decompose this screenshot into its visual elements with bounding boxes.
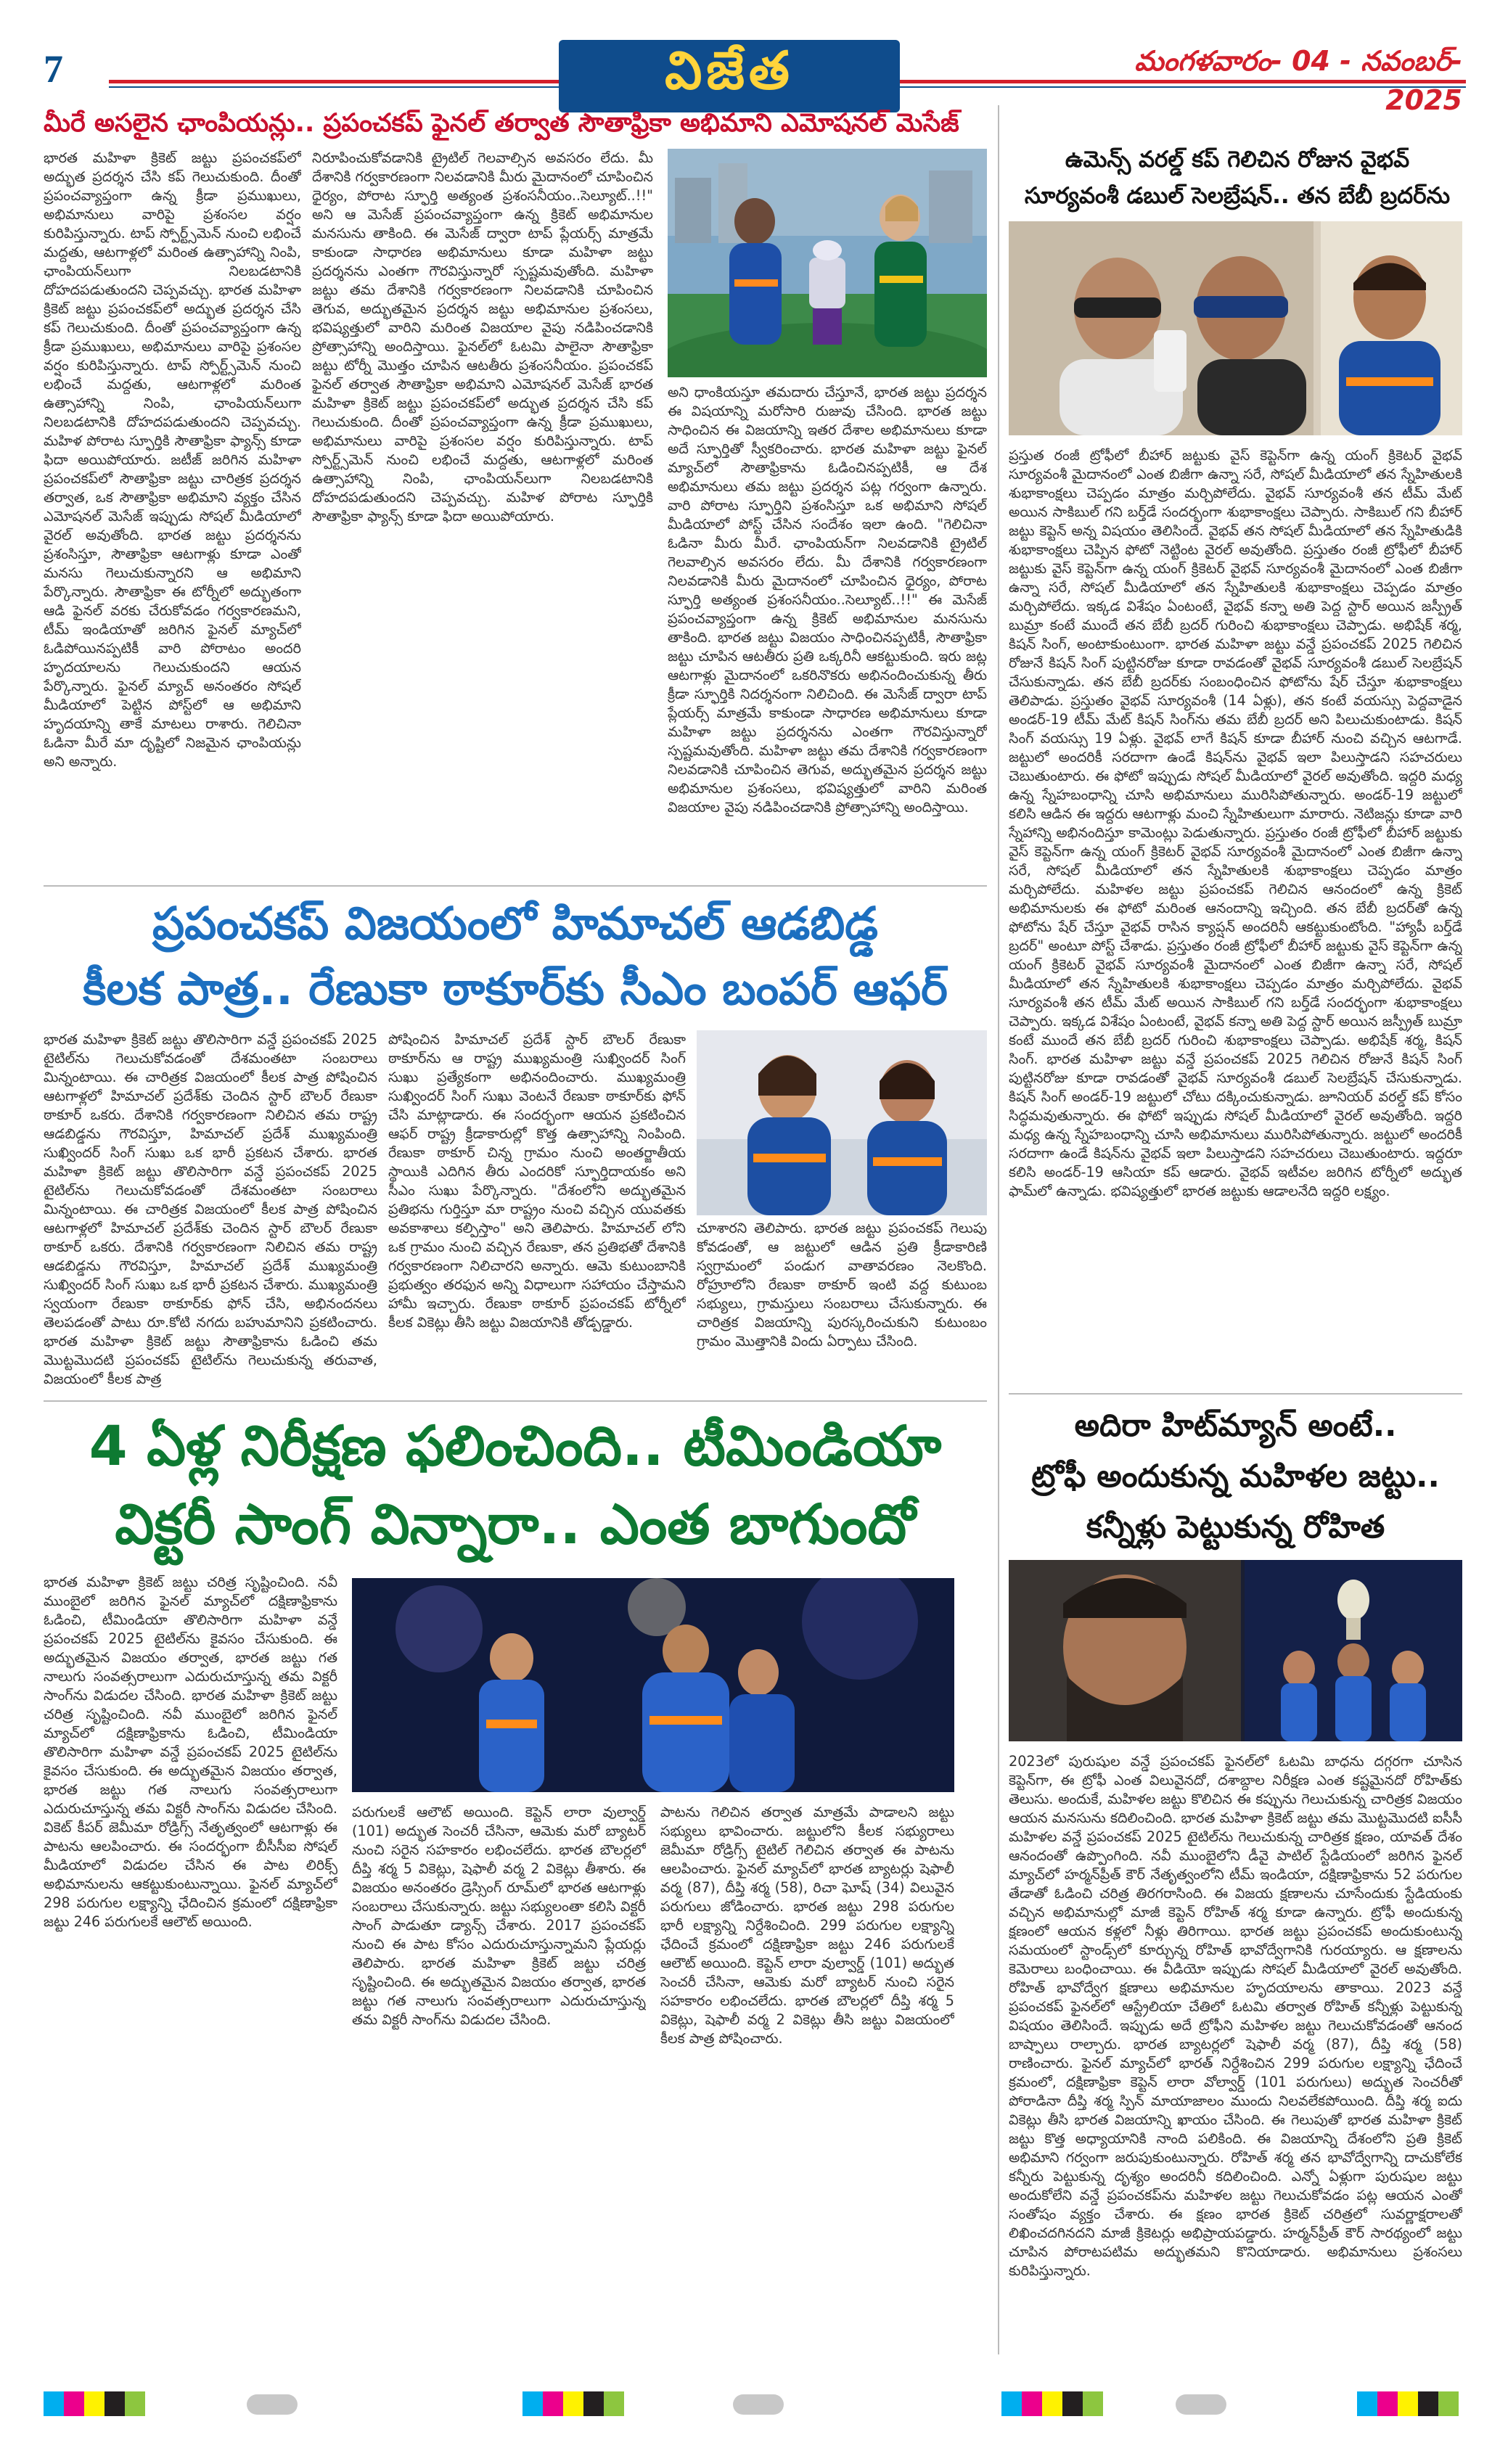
story1-text-3: అని ధాంకియస్తూ తమదారు చేస్తూనే, భారత జట్టు ప్రదర్శన ఈ విషయాన్ని మరోసారి రుజువు చేసింది. భారత జట్టు సాధించిన ఈ విజయాన్ని ఇతర దేశాల అభిమానులు కూడా అదే స్ఫూర్తితో స్వీకరించారు. భారత మహిళా జట్టు ఫైనల్ మ్యాచ్‌లో సౌతాఫ్రికాను ఓడించినప్పటికీ, ఆ దేశ అభిమానులు తమ జట్టు ప్రదర్శన పట్ల గర్వంగా ఉన్నారు. వారి పోరాట స్ఫూర్తిని ప్రశంసిస్తూ ఒక అభిమాని సోషల్ మీడియాలో పోస్ట్ చేసిన సందేశం ఇలా ఉంది. "గెలిచినా ఓడినా మీరు మీరే. ఛాంపియన్‌గా నిలవడానికి ట్రైటిల్ గెలవాల్సిన అవసరం లేదు. మీ దేశానికి గర్వకారణంగా నిలవడానికి మీరు మైదానంలో చూపించిన ధైర్యం, పోరాట స్ఫూర్తి అత్యంత ప్రశంసనీయం..సెల్యూట్..!!" ఈ మెసేజ్ ప్రపంచవ్యాప్తంగా ఉన్న క్రికెట్ అభిమానుల మనసును తాకింది. భారత జట్టు విజయం సాధించినప్పటికీ, సౌతాఫ్రికా జట్టు చూపిన ఆటతీరు ప్రతి ఒక్కరినీ ఆకట్టుకుంది. ఇరు జట్ల ఆటగాళ్లు మైదానంలో ఒకరినొకరు అభినందించుకున్న తీరు క్రీడా స్ఫూర్తికి నిదర్శనంగా నిలిచింది. ఈ మెసేజ్ ద్వారా టాప్ ప్లేయర్స్ మాత్రమే కాకుండా సాధారణ అభిమానులు కూడా మహిళా జట్టు ప్రదర్శనను ఎంతగా గౌరవిస్తున్నారో స్పష్టమవుతోంది. మహిళా జట్టు తమ దేశానికి గర్వకారణంగా నిలవడానికి చూపించిన తెగువ, అద్భుతమైన ప్రదర్శన జట్టు అభిమానుల ప్రశంసలు, భవిష్యత్తులో వారిని మరింత విజయాల వైపు నడిపించడానికి ప్రోత్సాహాన్ని అందిస్తాయి. xyxy=(668,384,987,816)
story4-headline-line2: సూర్యవంశీ డబుల్ సెలబ్రేషన్.. తన బేబీ బ్రదర్‌ను xyxy=(1024,183,1451,209)
registration-bar-4 xyxy=(1357,2391,1459,2416)
story5-top-rule xyxy=(1009,1393,1462,1395)
story2-headline-line2: కీలక పాత్ర.. రేణుకా ఠాకూర్‌కు సీఎం బంపర్ ఆఫర్ xyxy=(83,962,948,1015)
story1-headline: మీరే అసలైన ఛాంపియన్లు.. ప్రపంచకప్ ఫైనల్ తర్వాత సౌతాఫ్రికా అభిమాని ఎమోషనల్ మెసేజ్ xyxy=(44,109,959,138)
story2-top-rule xyxy=(44,885,987,887)
story2-headline-line1: ప్రపంచకప్ విజయంలో హిమాచల్ ఆడబిడ్డ xyxy=(152,897,879,950)
masthead-logo xyxy=(559,40,900,112)
story3-text-1: భారత మహిళా క్రికెట్ జట్టు చరిత్ర సృష్టించింది. నవీ ముంబైలో జరిగిన ఫైనల్ మ్యాచ్‌లో దక్షిణాఫ్రికాను ఓడించి, టీమిండియా తొలిసారిగా మహిళా వన్డే ప్రపంచకప్ 2025 టైటిల్‌ను కైవసం చేసుకుంది. ఈ అద్భుతమైన విజయం తర్వాత, భారత జట్టు గత నాలుగు సంవత్సరాలుగా ఎదురుచూస్తున్న తమ విక్టరీ సాంగ్‌ను విడుదల చేసింది. భారత మహిళా క్రికెట్ జట్టు చరిత్ర సృష్టించింది. నవీ ముంబైలో జరిగిన ఫైనల్ మ్యాచ్‌లో దక్షిణాఫ్రికాను ఓడించి, టీమిండియా తొలిసారిగా మహిళా వన్డే ప్రపంచకప్ 2025 టైటిల్‌ను కైవసం చేసుకుంది. ఈ అద్భుతమైన విజయం తర్వాత, భారత జట్టు గత నాలుగు సంవత్సరాలుగా ఎదురుచూస్తున్న తమ విక్టరీ సాంగ్‌ను విడుదల చేసింది. వికెట్ కీపర్ జెమీమా రోడ్రిగ్స్ నేతృత్వంలో ఆటగాళ్లు ఈ పాటను ఆలపించారు. ఈ సందర్భంగా బీసీసీఐ సోషల్ మీడియాలో విడుదల చేసిన ఈ పాట లిరిక్స్ అభిమానులను ఆకట్టుకుంటున్నాయి. ఫైనల్ మ్యాచ్‌లో 298 పరుగుల లక్ష్యాన్ని ఛేదించిన క్రమంలో దక్షిణాఫ్రికా జట్టు 246 పరుగులకే ఆలౌట్ అయింది. xyxy=(44,1574,337,1930)
story1-text-1: భారత మహిళా క్రికెట్ జట్టు ప్రపంచకప్‌లో అద్భుత ప్రదర్శన చేసి కప్ గెలుచుకుంది. దీంతో ప్రపంచవ్యాప్తంగా ఉన్న క్రీడా ప్రముఖులు, అభిమానులు వారిపై ప్రశంసల వర్షం కురిపిస్తున్నారు. టాప్ స్పోర్ట్స్‌మెన్ నుంచి లభించే మద్దతు, ఆటగాళ్లలో మరింత ఉత్సాహాన్ని నింపి, ఛాంపియన్‌లుగా నిలబడటానికి దోహదపడుతుందని చెప్పవచ్చు. భారత మహిళా క్రికెట్ జట్టు ప్రపంచకప్‌లో అద్భుత ప్రదర్శన చేసి కప్ గెలుచుకుంది. దీంతో ప్రపంచవ్యాప్తంగా ఉన్న క్రీడా ప్రముఖులు, అభిమానులు వారిపై ప్రశంసల వర్షం కురిపిస్తున్నారు. టాప్ స్పోర్ట్స్‌మెన్ నుంచి లభించే మద్దతు, ఆటగాళ్లలో మరింత ఉత్సాహాన్ని నింపి, ఛాంపియన్‌లుగా నిలబడటానికి దోహదపడుతుందని చెప్పవచ్చు. మహిళ పోరాట స్ఫూర్తికి సౌతాఫ్రికా ఫ్యాన్స్ కూడా ఫిదా అయిపోయారు. జటీజ్ జరిగిన మహిళా ప్రపంచకప్‌లో సౌతాఫ్రికా జట్టు చారిత్రక ప్రదర్శన తర్వాత, ఒక సౌతాఫ్రికా అభిమాని వ్యక్తం చేసిన ఎమోషనల్ మెసేజ్ ఇప్పుడు సోషల్ మీడియాలో వైరల్ అవుతోంది. భారత జట్టు ప్రదర్శనను ప్రశంసిస్తూ, సౌతాఫ్రికా ఆటగాళ్లు కూడా ఎంతో మనసు గెలుచుకున్నారని ఆ అభిమాని పేర్కొన్నారు. సౌతాఫ్రికా ఈ టోర్నీలో అద్భుతంగా ఆడి ఫైనల్ వరకు చేరుకోవడం గర్వకారణమని, టీమ్ ఇండియాతో జరిగిన ఫైనల్ మ్యాచ్‌లో ఓడిపోయినప్పటికీ వారి పోరాటం అందరి హృదయాలను గెలుచుకుందని ఆయన పేర్కొన్నారు. ఫైనల్ మ్యాచ్ అనంతరం సోషల్ మీడియాలో పెట్టిన పోస్ట్‌లో ఆ అభిమాని హృదయాన్ని తాకే మాటలు రాశారు. గెలిచినా ఓడినా మీరే మా దృష్టిలో నిజమైన ఛాంపియన్లు అని అన్నారు. xyxy=(44,149,301,770)
story4-headline-line1: ఉమెన్స్ వరల్డ్ కప్ గెలిచిన రోజున వైభవ్ xyxy=(1065,147,1410,173)
trophy-captains-photo xyxy=(668,149,987,377)
story3-headline-line2: విక్టరీ సాంగ్ విన్నారా.. ఎంత బాగుందో xyxy=(115,1492,916,1556)
issue-date: మంగళవారం- 04 - నవంబర్- 2025 xyxy=(1134,45,1462,116)
registration-oval-2 xyxy=(733,2394,784,2415)
page-number: 7 xyxy=(44,47,63,91)
story2-column-3 xyxy=(697,1219,987,1387)
story1-column-3 xyxy=(668,383,987,874)
story3-top-rule xyxy=(44,1400,987,1402)
story2-text-2: పోషించిన హిమాచల్ ప్రదేశ్ స్టార్ బౌలర్ రేణుకా ఠాకూర్‌ను ఆ రాష్ట్ర ముఖ్యమంత్రి సుఖ్విందర్ సింగ్ సుఖు ప్రత్యేకంగా అభినందించారు. ముఖ్యమంత్రి సుఖ్విందర్ సింగ్ సుఖు వెంటనే రేణుకా ఠాకూర్‌కు ఫోన్ చేసి మాట్లాడారు. ఈ సందర్భంగా ఆయన ప్రకటించిన ఆఫర్ రాష్ట్ర క్రీడాకారుల్లో కొత్త ఉత్సాహాన్ని నింపింది. రేణుకా ఠాకూర్ చిన్న గ్రామం నుంచి అంతర్జాతీయ స్థాయికి ఎదిగిన తీరు ఎందరికో స్ఫూర్తిదాయకం అని సీఎం సుఖు పేర్కొన్నారు. "దేశంలోని అద్భుతమైన ప్రతిభను గుర్తిస్తూ మా రాష్ట్రం నుంచి వచ్చిన యువతకు అవకాశాలు కల్పిస్తాం" అని తెలిపారు. హిమాచల్ లోని ఒక గ్రామం నుంచి వచ్చిన రేణుకా, తన ప్రతిభతో దేశానికి గర్వకారణంగా నిలిచారని అన్నారు. ఆమె కుటుంబానికి ప్రభుత్వం తరఫున అన్ని విధాలుగా సహాయం చేస్తామని హామీ ఇచ్చారు. రేణుకా ఠాకూర్ ప్రపంచకప్ టోర్నీలో కీలక వికెట్లు తీసి జట్టు విజయానికి తోడ్పడ్డారు. xyxy=(388,1031,686,1331)
story3-text-2: పరుగులకే ఆలౌట్ అయింది. కెప్టెన్ లారా వుల్వార్డ్ (101) అద్భుత సెంచరీ చేసినా, ఆమెకు మరో బ్యాటర్ నుంచి సరైన సహకారం లభించలేదు. భారత బౌలర్లలో దీప్తి శర్మ 5 వికెట్లు, షెఫాలీ వర్మ 2 వికెట్లు తీశారు. ఈ విజయం అనంతరం డ్రెస్సింగ్ రూమ్‌లో భారత ఆటగాళ్లు సంబరాలు చేసుకున్నారు. జట్టు సభ్యులంతా కలిసి విక్టరీ సాంగ్ పాడుతూ డ్యాన్స్ చేశారు. 2017 ప్రపంచకప్ నుంచి ఈ పాట కోసం ఎదురుచూస్తున్నామని ప్లేయర్లు తెలిపారు. భారత మహిళా క్రికెట్ జట్టు చరిత్ర సృష్టించింది. ఈ అద్భుతమైన విజయం తర్వాత, భారత జట్టు గత నాలుగు సంవత్సరాలుగా ఎదురుచూస్తున్న తమ విక్టరీ సాంగ్‌ను విడుదల చేసింది. xyxy=(352,1804,646,2028)
story3-column-1 xyxy=(44,1573,337,2351)
story3-column-2 xyxy=(352,1803,646,2351)
story5-headline-line3: కన్నీళ్లు పెట్టుకున్న రోహిత xyxy=(1086,1509,1385,1545)
story5-headline-line2: ట్రోఫీ అందుకున్న మహిళల జట్టు.. xyxy=(1031,1458,1440,1495)
story5-headline-line1: అదిరా హిట్‌మ్యాన్ అంటే.. xyxy=(1074,1408,1397,1444)
registration-bar-3 xyxy=(1001,2391,1103,2416)
renuka-thakur-photo xyxy=(697,1030,987,1215)
story3-headline-line1: 4 ఏళ్ల నిరీక్షణ ఫలించింది.. టీమిండియా xyxy=(89,1413,942,1478)
story1-column-2 xyxy=(312,149,653,874)
story5-text: 2023లో పురుషుల వన్డే ప్రపంచకప్ ఫైనల్‌లో ఓటమి బాధను దగ్గరగా చూసిన కెప్టెన్‌గా, ఈ ట్రోఫీ ఎంత విలువైనదో, దశాబ్దాల నిరీక్షణ ఎంత కష్టమైనదో రోహిత్‌కు తెలుసు. అందుకే, మహిళల జట్టు కొలిచిన ఈ కప్పును గెలుచుకున్న చారిత్రక విజయం ఆయన మనసును కదిలించింది. భారత మహిళా క్రికెట్ జట్టు తమ మొట్టమొదటి ఐసీసీ మహిళల వన్డే ప్రపంచకప్ 2025 టైటిల్‌ను గెలుచుకున్న చారిత్రక క్షణం, యావత్ దేశం ఆనందంతో ఉప్పొంగింది. నవీ ముంబైలోని డీవై పాటిల్ స్టేడియంలో జరిగిన ఫైనల్ మ్యాచ్‌లో హర్మన్‌ప్రీత్ కౌర్ నేతృత్వంలోని టీమ్ ఇండియా, దక్షిణాఫ్రికాను 52 పరుగుల తేడాతో ఓడించి చరిత్ర తిరగరాసింది. ఈ విజయ క్షణాలను చూసేందుకు స్టేడియంకు వచ్చిన అభిమానుల్లో మాజీ కెప్టెన్ రోహిత్ శర్మ కూడా ఉన్నారు. ట్రోఫీ అందుకున్న క్షణంలో ఆయన కళ్లలో నీళ్లు తిరిగాయి. భారత జట్టు ప్రపంచకప్ అందుకుంటున్న సమయంలో స్టాండ్స్‌లో కూర్చున్న రోహిత్ భావోద్వేగానికి గురయ్యారు. ఆ క్షణాలను కెమెరాలు బంధించాయి. ఈ వీడియో ఇప్పుడు సోషల్ మీడియాలో వైరల్ అవుతోంది. రోహిత్ భావోద్వేగ క్షణాలు అభిమానుల హృదయాలను తాకాయి. 2023 వన్డే ప్రపంచకప్ ఫైనల్‌లో ఆస్ట్రేలియా చేతిలో ఓటమి తర్వాత రోహిత్ కన్నీళ్లు పెట్టుకున్న విషయం తెలిసిందే. ఇప్పుడు అదే ట్రోఫీని మహిళల జట్టు గెలుచుకోవడంతో ఆనంద బాష్పాలు రాల్చారు. భారత బ్యాటర్లలో షెఫాలీ వర్మ (87), దీప్తి శర్మ (58) రాణించారు. ఫైనల్ మ్యాచ్‌లో భారత్ నిర్దేశించిన 299 పరుగుల లక్ష్యాన్ని ఛేదించే క్రమంలో, దక్షిణాఫ్రికా కెప్టెన్ లారా వోల్వార్డ్ (101 పరుగులు) అద్భుత సెంచరీతో పోరాడినా దీప్తి శర్మ స్పిన్ మాయాజాలం ముందు నిలవలేకపోయింది. దీప్తి శర్మ ఐదు వికెట్లు తీసి భారత విజయాన్ని ఖాయం చేసింది. ఈ గెలుపుతో భారత మహిళా క్రికెట్ జట్టు కొత్త అధ్యాయానికి నాంది పలికింది. ఈ విజయాన్ని దేశంలోని ప్రతి క్రికెట్ అభిమాని గర్వంగా జరుపుకుంటున్నారు. రోహిత్ శర్మ తన భావోద్వేగాన్ని దాచుకోలేక కన్నీరు పెట్టుకున్న దృశ్యం అందరినీ కదిలించింది. ఎన్నో ఏళ్లుగా పురుషుల జట్టు అందుకోలేని వన్డే ప్రపంచకప్‌ను మహిళల జట్టు గెలుచుకోవడం పట్ల ఆయన ఎంతో సంతోషం వ్యక్తం చేశారు. ఈ క్షణం భారత క్రికెట్ చరిత్రలో సువర్ణాక్షరాలతో లిఖించదగినదని మాజీ క్రికెటర్లు అభిప్రాయపడ్డారు. హర్మన్‌ప్రీత్ కౌర్ సారథ్యంలో జట్టు చూపిన పోరాటపటిమ అద్భుతమని కొనియాడారు. అభిమానులు ప్రశంసలు కురిపిస్తున్నారు. xyxy=(1009,1753,1462,2279)
masthead-title: విజేత xyxy=(665,38,794,101)
column-divider xyxy=(998,105,999,2354)
registration-bar-1 xyxy=(44,2391,145,2416)
registration-bar-2 xyxy=(522,2391,624,2416)
story4-text: ప్రస్తుత రంజీ ట్రోఫీలో బీహార్ జట్టుకు వైస్ కెప్టెన్‌గా ఉన్న యంగ్ క్రికెటర్ వైభవ్ సూర్యవంశీ మైదానంలో ఎంత బిజీగా ఉన్నా సరే, సోషల్ మీడియాలో తన స్నేహితులకి శుభాకాంక్షలు చెప్పడం మాత్రం మర్చిపోలేదు. వైభవ్ సూర్యవంశీ తన టీమ్ మేట్ అయిన సాకిబుల్ గని బర్త్‌డే సందర్భంగా శుభాకాంక్షలు చెప్పారు. సాకిబుల్ గని బీహార్ జట్టు కెప్టెన్ అన్న విషయం తెలిసిందే. వైభవ్ తన సోషల్ మీడియాలో తన స్నేహితుడికి శుభాకాంక్షలు చెప్పిన ఫోటో నెట్టింట వైరల్ అవుతోంది. ప్రస్తుతం రంజీ ట్రోఫీలో బీహార్ జట్టుకు వైస్ కెప్టెన్‌గా ఉన్న యంగ్ క్రికెటర్ వైభవ్ సూర్యవంశీ మైదానంలో ఎంత బిజీగా ఉన్నా సరే, సోషల్ మీడియాలో తన స్నేహితులకి శుభాకాంక్షలు చెప్పడం మాత్రం మర్చిపోలేదు. ఇక్కడ విశేషం ఏంటంటే, వైభవ్ కన్నా అతి పెద్ద స్టార్ అయిన జస్ప్రీత్ బుమ్రా కంటే ముందే తన బేబీ బ్రదర్ గురించి శుభాకాంక్షలు చెప్పాడు. అభిషేక్ శర్మ, కిషన్ సింగ్, అంటాకుంటుంగా. భారత మహిళా జట్టు వన్డే ప్రపంచకప్ 2025 గెలిచిన రోజునే కిషన్ సింగ్ పుట్టినరోజు కూడా రావడంతో వైభవ్ సూర్యవంశీ డబుల్ సెలబ్రేషన్ చేసుకున్నాడు. తన బేబీ బ్రదర్‌కు సంబంధించిన ఫోటోను షేర్ చేస్తూ శుభాకాంక్షలు తెలిపాడు. ప్రస్తుతం వైభవ్ సూర్యవంశీ (14 ఏళ్లు), తన కంటే వయస్సు పెద్దవాడైన అండర్-19 టీమ్ మేట్ కిషన్ సింగ్‌ను తమ బేబీ బ్రదర్ అని పిలుచుకుంటాడు. కిషన్ సింగ్ వయస్సు 19 ఏళ్లు. వైభవ్ లాగే కిషన్ కూడా బీహార్ నుంచి వచ్చిన ఆటగాడే. జట్టులో అందరికీ సరదాగా ఉండే కిషన్‌ను వైభవ్ ఇలా పిలుస్తాడని సహచరులు చెబుతుంటారు. ఈ ఫోటో ఇప్పుడు సోషల్ మీడియాలో వైరల్ అవుతోంది. ఇద్దరి మధ్య ఉన్న స్నేహబంధాన్ని చూసి అభిమానులు మురిసిపోతున్నారు. అండర్-19 జట్టులో కలిసి ఆడిన ఈ ఇద్దరు ఆటగాళ్లు మంచి స్నేహితులుగా మారారు. నెటిజన్లు కూడా వారి స్నేహాన్ని అభినందిస్తూ కామెంట్లు పెడుతున్నారు. ప్రస్తుతం రంజీ ట్రోఫీలో బీహార్ జట్టుకు వైస్ కెప్టెన్‌గా ఉన్న యంగ్ క్రికెటర్ వైభవ్ సూర్యవంశీ మైదానంలో ఎంత బిజీగా ఉన్నా సరే, సోషల్ మీడియాలో తన స్నేహితులకి శుభాకాంక్షలు చెప్పడం మాత్రం మర్చిపోలేదు. మహిళల జట్టు ప్రపంచకప్ గెలిచిన ఆనందంలో ఉన్న క్రికెట్ అభిమానులకు ఈ ఫోటో మరింత ఆనందాన్ని ఇచ్చింది. తన బేబీ బ్రదర్‌తో ఉన్న ఫోటోను షేర్ చేస్తూ వైభవ్ రాసిన క్యాప్షన్ అందరినీ ఆకట్టుకుంటోంది. "హ్యాపీ బర్త్‌డే బ్రదర్" అంటూ పోస్ట్ చేశాడు. ప్రస్తుతం రంజీ ట్రోఫీలో బీహార్ జట్టుకు వైస్ కెప్టెన్‌గా ఉన్న యంగ్ క్రికెటర్ వైభవ్ సూర్యవంశీ మైదానంలో ఎంత బిజీగా ఉన్నా సరే, సోషల్ మీడియాలో తన స్నేహితులకి శుభాకాంక్షలు చెప్పడం మాత్రం మర్చిపోలేదు. వైభవ్ సూర్యవంశీ తన టీమ్ మేట్ అయిన సాకిబుల్ గని బర్త్‌డే సందర్భంగా శుభాకాంక్షలు చెప్పారు. ఇక్కడ విశేషం ఏంటంటే, వైభవ్ కన్నా అతి పెద్ద స్టార్ అయిన జస్ప్రీత్ బుమ్రా కంటే ముందే తన బేబీ బ్రదర్ గురించి శుభాకాంక్షలు చెప్పాడు. అభిషేక్ శర్మ, కిషన్ సింగ్. భారత మహిళా జట్టు వన్డే ప్రపంచకప్ 2025 గెలిచిన రోజునే కిషన్ సింగ్ పుట్టినరోజు కూడా రావడంతో వైభవ్ సూర్యవంశీ డబుల్ సెలబ్రేషన్ చేసుకున్నాడు. కిషన్ సింగ్ అండర్-19 జట్టులో చోటు దక్కించుకున్నాడు. జూనియర్ వరల్డ్ కప్ కోసం సిద్ధమవుతున్నారు. ఈ ఫోటో ఇప్పుడు సోషల్ మీడియాలో వైరల్ అవుతోంది. ఇద్దరి మధ్య ఉన్న స్నేహబంధాన్ని చూసి అభిమానులు మురిసిపోతున్నారు. జట్టులో అందరికీ సరదాగా ఉండే కిషన్‌ను వైభవ్ ఇలా పిలుస్తాడని సహచరులు చెబుతుంటారు. ఇద్దరూ కలిసి అండర్-19 ఆసియా కప్ ఆడారు. వైభవ్ ఇటీవల జరిగిన టోర్నీలో అద్భుత ఫామ్‌లో ఉన్నాడు. భవిష్యత్తులో భారత జట్టుకు ఆడాలనేది ఇద్దరి లక్ష్యం. xyxy=(1009,447,1462,1199)
registration-oval-3 xyxy=(1176,2394,1226,2415)
vaibhav-brother-photo xyxy=(1009,221,1462,435)
story3-text-3: పాటను గెలిచిన తర్వాత మాత్రమే పాడాలని జట్టు సభ్యులు భావించారు. జట్టులోని కీలక సభ్యురాలు జెమీమా రోడ్రిగ్స్ టైటిల్ గెలిచిన తర్వాత ఈ పాటను ఆలపించారు. ఫైనల్ మ్యాచ్‌లో భారత బ్యాటర్లు షెఫాలీ వర్మ (87), దీప్తి శర్మ (58), రిచా ఘోష్ (34) విలువైన పరుగులు జోడించారు. భారత జట్టు 298 పరుగుల భారీ లక్ష్యాన్ని నిర్దేశించింది. 299 పరుగుల లక్ష్యాన్ని ఛేదించే క్రమంలో దక్షిణాఫ్రికా జట్టు 246 పరుగులకే ఆలౌట్ అయింది. కెప్టెన్ లారా వుల్వార్డ్ (101) అద్భుత సెంచరీ చేసినా, ఆమెకు మరో బ్యాటర్ నుంచి సరైన సహకారం లభించలేదు. భారత బౌలర్లలో దీప్తి శర్మ 5 వికెట్లు, షెఫాలీ వర్మ 2 వికెట్లు తీసి జట్టు విజయంలో కీలక పాత్ర పోషించారు. xyxy=(660,1804,954,2047)
story3-column-3 xyxy=(660,1803,954,2351)
story2-column-2 xyxy=(388,1030,686,1387)
story5-body xyxy=(1009,1752,1462,2351)
team-celebration-photo xyxy=(352,1578,954,1792)
story2-text-1: భారత మహిళా క్రికెట్ జట్టు తొలిసారిగా వన్డే ప్రపంచకప్ 2025 టైటిల్‌ను గెలుచుకోవడంతో దేశమంతటా సంబరాలు మిన్నంటాయి. ఈ చారిత్రక విజయంలో కీలక పాత్ర పోషించిన ఆటగాళ్లలో హిమాచల్ ప్రదేశ్‌కు చెందిన స్టార్ బౌలర్ రేణుకా ఠాకూర్ ఒకరు. దేశానికి గర్వకారణంగా నిలిచిన తమ రాష్ట్ర ఆడబిడ్డను గౌరవిస్తూ, హిమాచల్ ప్రదేశ్ ముఖ్యమంత్రి సుఖ్విందర్ సింగ్ సుఖు ఒక భారీ ప్రకటన చేశారు. భారత మహిళా క్రికెట్ జట్టు తొలిసారిగా వన్డే ప్రపంచకప్ 2025 టైటిల్‌ను గెలుచుకోవడంతో దేశమంతటా సంబరాలు మిన్నంటాయి. ఈ చారిత్రక విజయంలో కీలక పాత్ర పోషించిన ఆటగాళ్లలో హిమాచల్ ప్రదేశ్‌కు చెందిన స్టార్ బౌలర్ రేణుకా ఠాకూర్ ఒకరు. దేశానికి గర్వకారణంగా నిలిచిన తమ రాష్ట్ర ఆడబిడ్డను గౌరవిస్తూ, హిమాచల్ ప్రదేశ్ ముఖ్యమంత్రి సుఖ్విందర్ సింగ్ సుఖు ఒక భారీ ప్రకటన చేశారు. ముఖ్యమంత్రి స్వయంగా రేణుకా ఠాకూర్‌కు ఫోన్ చేసి, అభినందనలు తెలపడంతో పాటు రూ.కోటి నగదు బహుమానిని ప్రకటించారు. భారత మహిళా క్రికెట్ జట్టు సౌతాఫ్రికాను ఓడించి తమ మొట్టమొదటి ప్రపంచకప్ టైటిల్‌ను గెలుచుకున్న తరువాత, విజయంలో కీలక పాత్ర xyxy=(44,1031,377,1387)
rohit-trophy-photo xyxy=(1009,1560,1462,1741)
story4-body xyxy=(1009,446,1462,1382)
story1-text-2: నిరూపించుకోవడానికి ట్రైటిల్ గెలవాల్సిన అవసరం లేదు. మీ దేశానికి గర్వకారణంగా నిలవడానికి మీరు మైదానంలో చూపించిన ధైర్యం, పోరాట స్ఫూర్తి అత్యంత ప్రశంసనీయం..సెల్యూట్..!!" అని ఆ మెసేజ్ ప్రపంచవ్యాప్తంగా ఉన్న క్రికెట్ అభిమానుల మనసును తాకింది. ఈ మెసేజ్ ద్వారా టాప్ ప్లేయర్స్ మాత్రమే కాకుండా సాధారణ అభిమానులు కూడా మహిళా జట్టు ప్రదర్శనను ఎంతగా గౌరవిస్తున్నారో స్పష్టమవుతోంది. మహిళా జట్టు తమ దేశానికి గర్వకారణంగా నిలవడానికి చూపించిన తెగువ, అద్భుతమైన ప్రదర్శన జట్టు అభిమానుల ప్రశంసలు, భవిష్యత్తులో వారిని మరింత విజయాల వైపు నడిపించడానికి ప్రోత్సాహాన్ని అందిస్తాయి. ఫైనల్‌లో ఓటమి పాలైనా సౌతాఫ్రికా జట్టు టోర్నీ మొత్తం చూపిన ఆటతీరు ప్రశంసనీయం. ప్రపంచకప్ ఫైనల్ తర్వాత సౌతాఫ్రికా అభిమాని ఎమోషనల్ మెసేజ్ భారత మహిళా క్రికెట్ జట్టు ప్రపంచకప్‌లో అద్భుత ప్రదర్శన చేసి కప్ గెలుచుకుంది. దీంతో ప్రపంచవ్యాప్తంగా ఉన్న క్రీడా ప్రముఖులు, అభిమానులు వారిపై ప్రశంసల వర్షం కురిపిస్తున్నారు. టాప్ స్పోర్ట్స్‌మెన్ నుంచి లభించే మద్దతు, ఆటగాళ్లలో మరింత ఉత్సాహాన్ని నింపి, ఛాంపియన్‌లుగా నిలబడటానికి దోహదపడుతుందని చెప్పవచ్చు. మహిళ పోరాట స్ఫూర్తికి సౌతాఫ్రికా ఫ్యాన్స్ కూడా ఫిదా అయిపోయారు. xyxy=(312,149,653,525)
story2-text-3: చూశారని తెలిపారు. భారత జట్టు ప్రపంచకప్ గెలుపు కోవడంతో, ఆ జట్టులో ఆడిన ప్రతి క్రీడాకారిణి స్వగ్రామంలో పండుగ వాతావరణం నెలకొంది. రోహ్రూలోని రేణుకా ఠాకూర్ ఇంటి వద్ద కుటుంబ సభ్యులు, గ్రామస్తులు సంబరాలు చేసుకున్నారు. ఈ చారిత్రక విజయాన్ని పురస్కరించుకుని కుటుంబం గ్రామం మొత్తానికి విందు ఏర్పాటు చేసింది. xyxy=(697,1220,987,1350)
story2-column-1 xyxy=(44,1030,377,1387)
story1-column-1 xyxy=(44,149,301,874)
registration-oval-1 xyxy=(247,2394,298,2415)
